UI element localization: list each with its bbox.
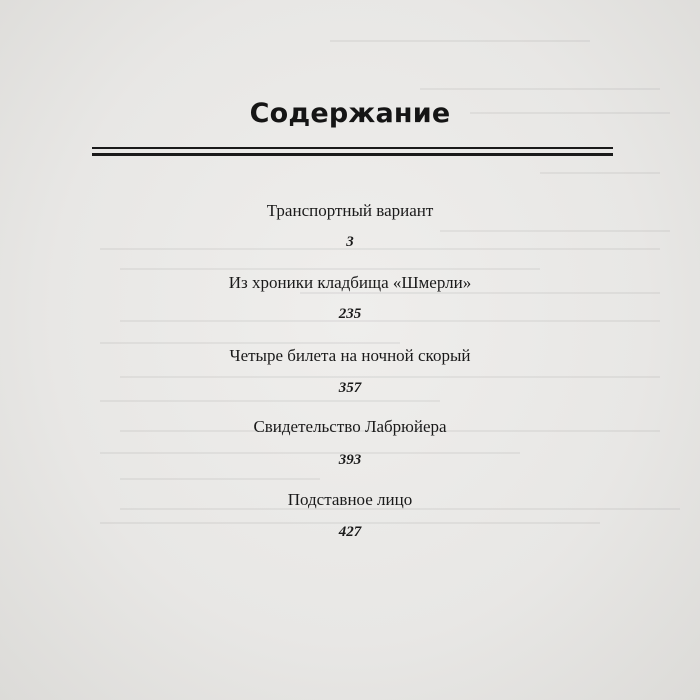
toc-entry-title: Четыре билета на ночной скорый <box>229 346 471 365</box>
toc-entry-page: 427 <box>338 524 362 540</box>
toc-entry-page: 357 <box>338 380 362 396</box>
toc-entry-title: Транспортный вариант <box>266 201 434 220</box>
toc-entry-page: 393 <box>338 452 362 468</box>
toc-entry-page: 235 <box>338 306 362 322</box>
title-rule-thin <box>92 147 613 149</box>
toc-entry-title: Свидетельство Лабрюйера <box>253 417 447 436</box>
toc-entry-page: 3 <box>346 234 354 250</box>
page-title: Содержание <box>249 98 451 129</box>
toc-entry-title: Из хроники кладбища «Шмерли» <box>228 273 472 292</box>
toc-entry-title: Подставное лицо <box>287 490 413 509</box>
title-rule-thick <box>92 153 613 156</box>
